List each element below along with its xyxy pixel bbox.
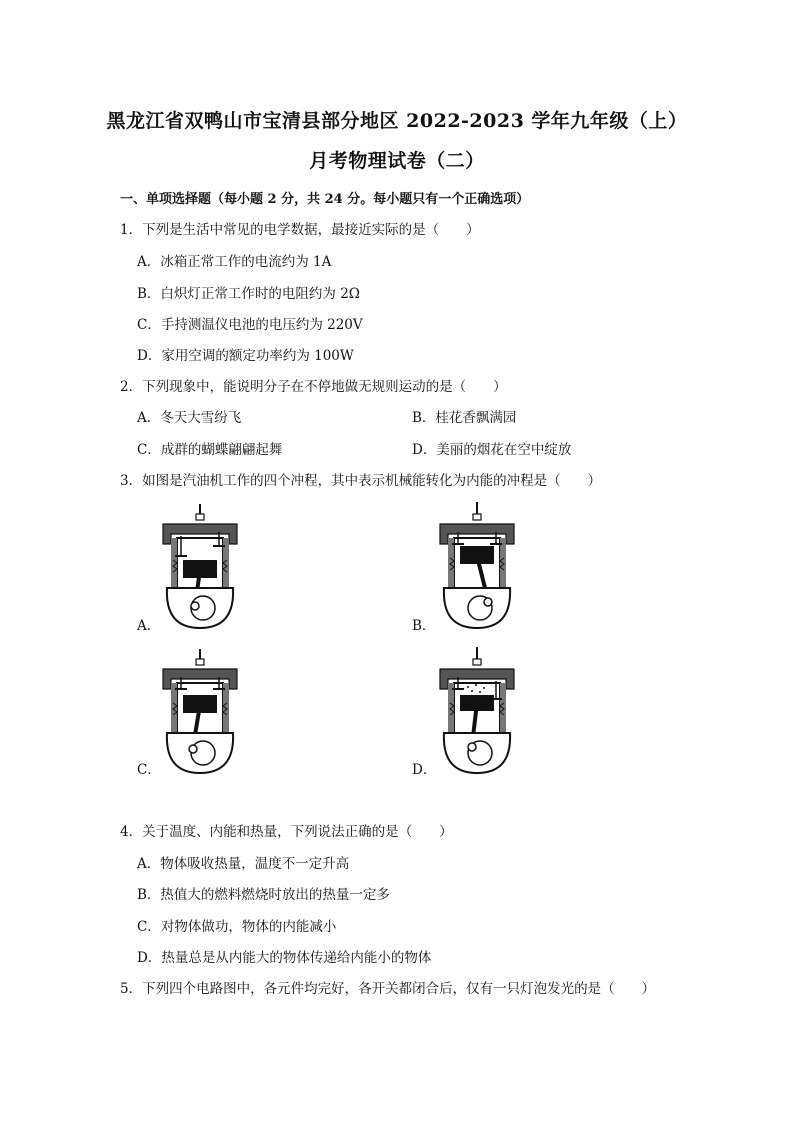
question-2-option-c: C．成群的蝴蝶翩翩起舞 [137, 442, 283, 458]
question-4-option-b: B．热值大的燃料燃烧时放出的热量一定多 [137, 887, 390, 903]
question-5-stem: 5．下列四个电路图中，各元件均完好，各开关都闭合后，仅有一只灯泡发光的是（ ） [120, 981, 656, 997]
question-2-option-b: B．桂花香飘满园 [412, 410, 517, 426]
question-3-option-b: B． [412, 618, 436, 634]
question-3-option-c: C． [137, 762, 161, 778]
question-3-option-d: D． [412, 762, 437, 778]
paper-title-line2: 月考物理试卷（二） [309, 150, 485, 172]
question-3-stem: 3．如图是汽油机工作的四个冲程，其中表示机械能转化为内能的冲程是（ ） [120, 473, 602, 489]
question-1-stem: 1．下列是生活中常见的电学数据，最接近实际的是（ ） [120, 222, 480, 238]
question-4-option-c: C．对物体做功，物体的内能减小 [137, 919, 337, 935]
question-4-stem: 4．关于温度、内能和热量，下列说法正确的是（ ） [120, 824, 453, 840]
question-2-option-a: A．冬天大雪纷飞 [137, 410, 242, 426]
question-2-option-d: D．美丽的烟花在空中绽放 [412, 442, 572, 458]
engine-diagram-b [432, 500, 522, 630]
question-1-option-c: C．手持测温仪电池的电压约为 220V [137, 317, 363, 333]
question-4-option-a: A．物体吸收热量，温度不一定升高 [137, 856, 350, 872]
question-3-option-a: A． [137, 618, 161, 634]
question-2-stem: 2．下列现象中，能说明分子在不停地做无规则运动的是（ ） [120, 379, 507, 395]
section-heading: 一、单项选择题（每小题 2 分，共 24 分。每小题只有一个正确选项） [120, 192, 530, 207]
paper-title-line1: 黑龙江省双鸭山市宝清县部分地区 2022-2023 学年九年级（上） [106, 110, 688, 132]
question-1-option-b: B．白炽灯正常工作时的电阻约为 2Ω [137, 286, 360, 302]
question-1-option-a: A．冰箱正常工作的电流约为 1A [137, 254, 332, 270]
engine-diagram-a [155, 500, 245, 630]
question-1-option-d: D．家用空调的额定功率约为 100W [137, 348, 354, 364]
question-4-option-d: D．热量总是从内能大的物体传递给内能小的物体 [137, 950, 432, 966]
engine-diagram-d [432, 645, 522, 775]
engine-diagram-c [155, 645, 245, 775]
